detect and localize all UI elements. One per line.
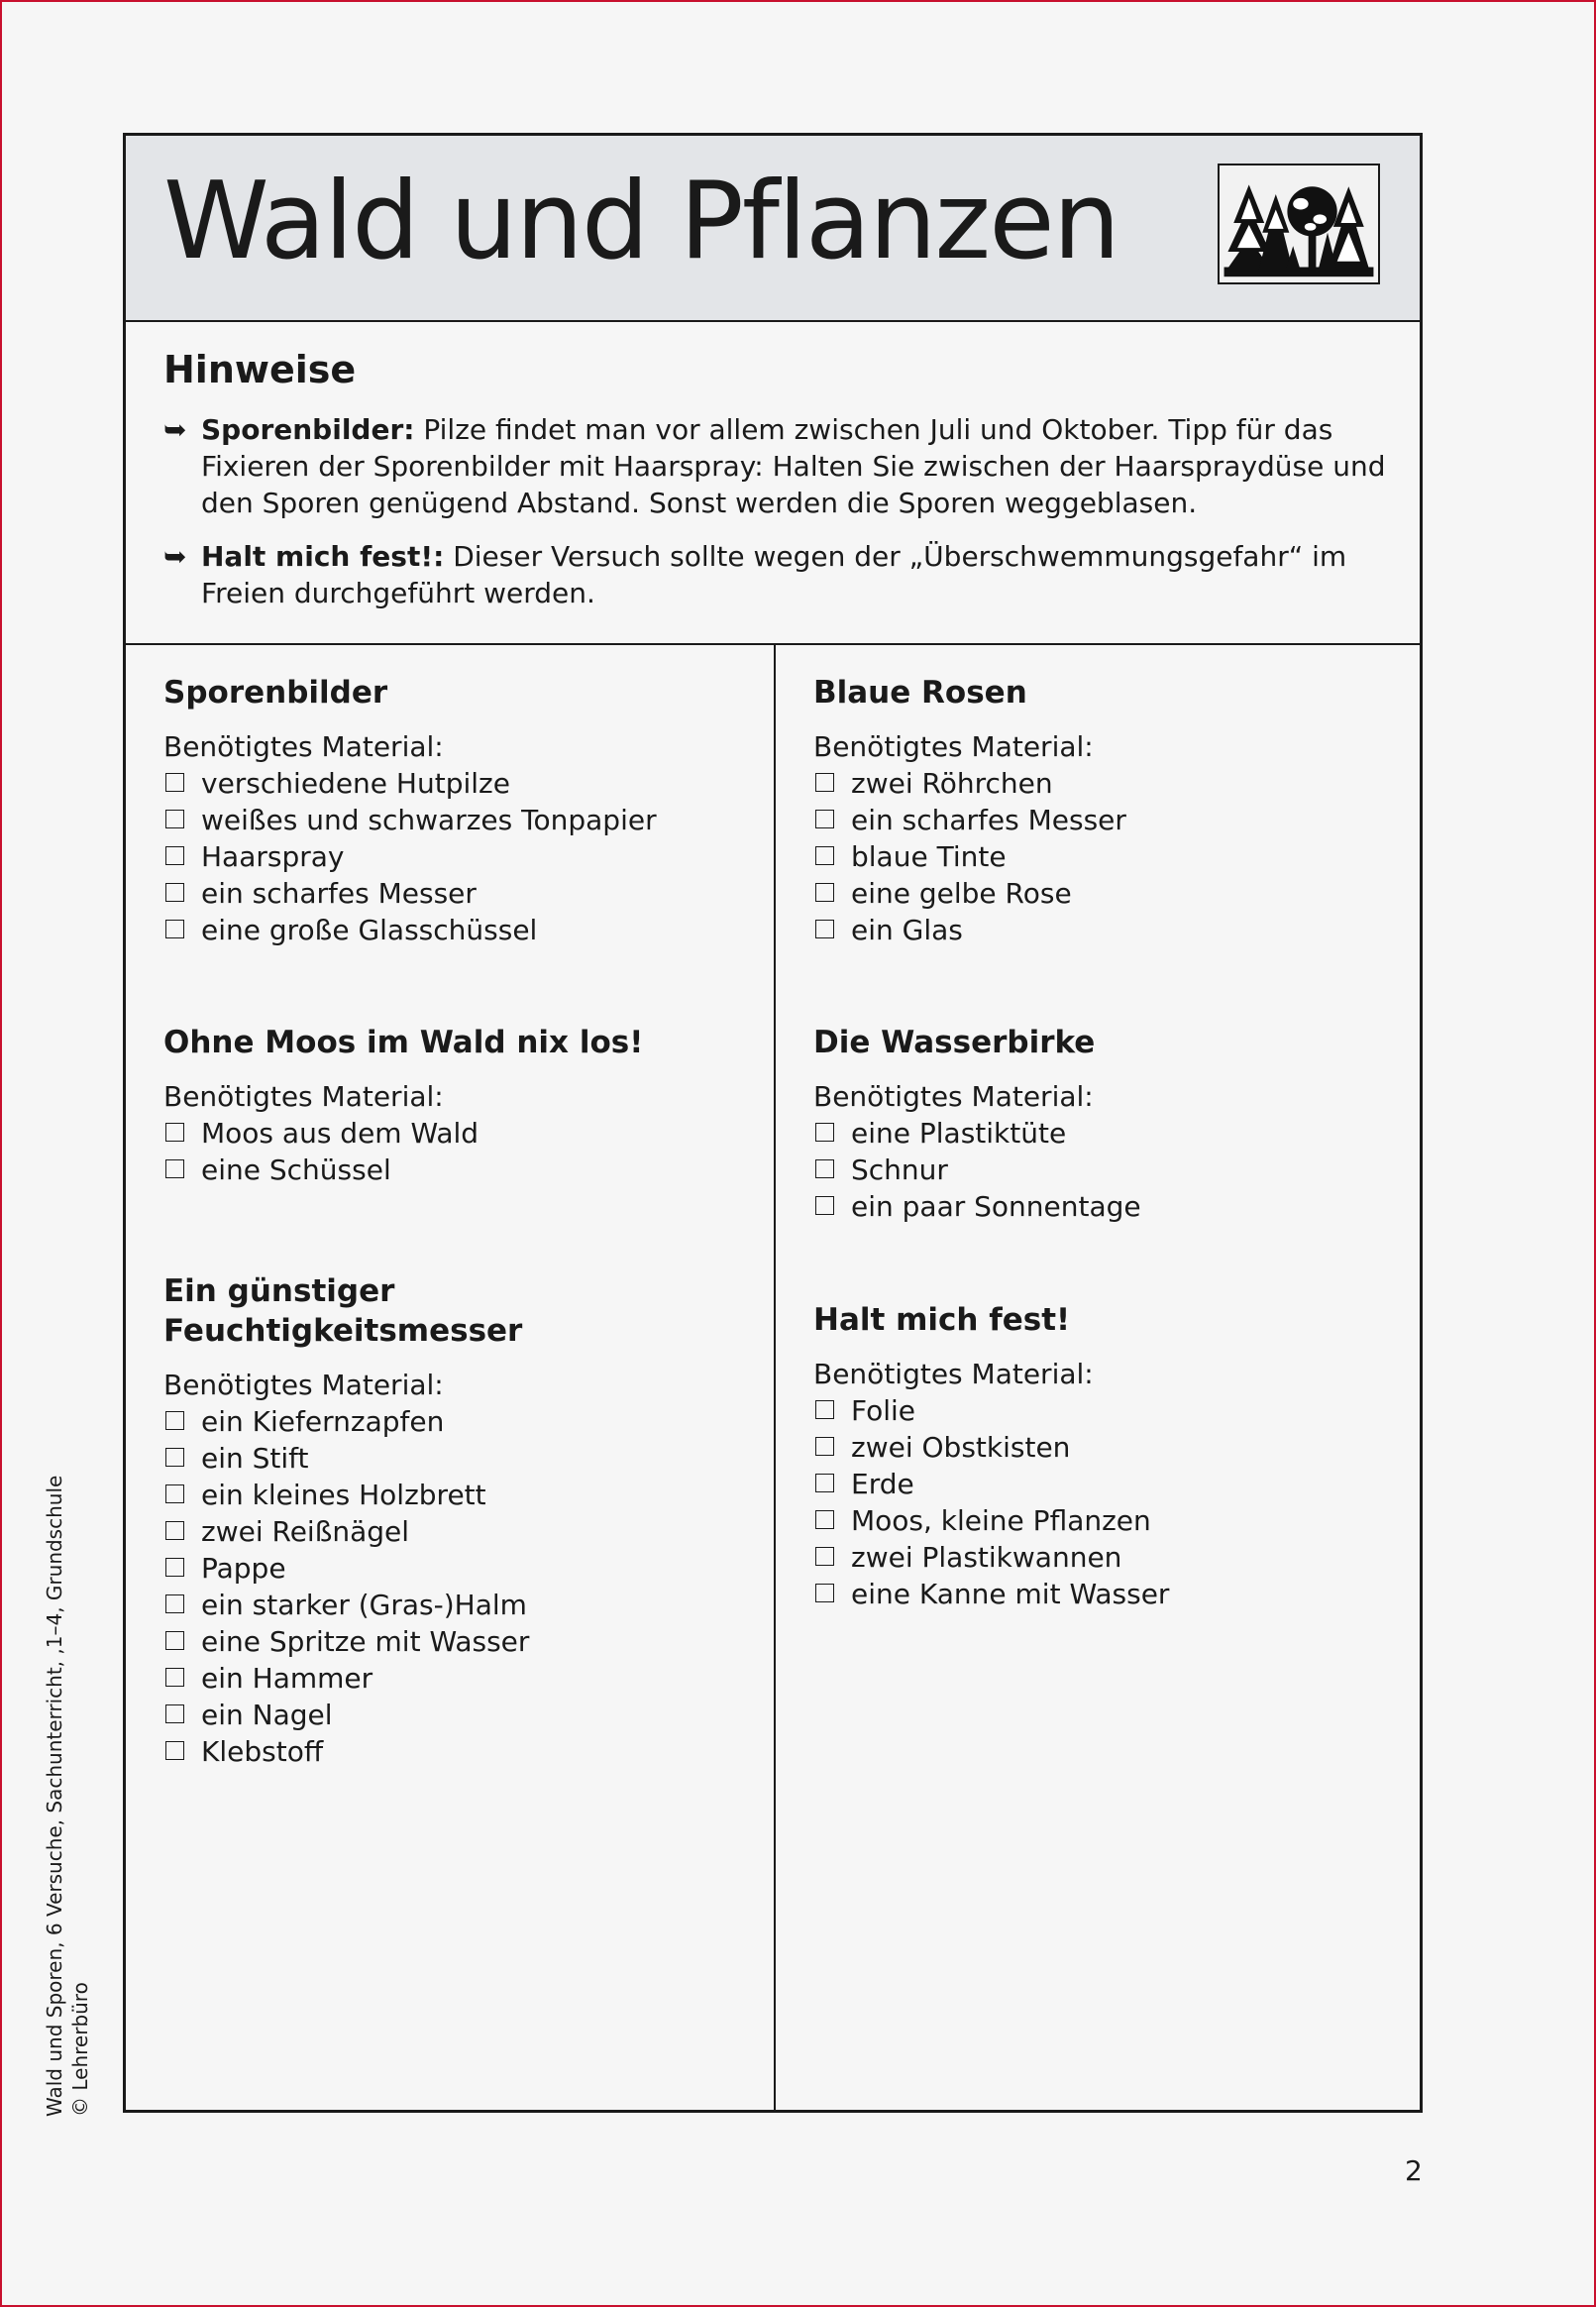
checkbox-icon[interactable]: [165, 1123, 184, 1142]
material-item[interactable]: [813, 1429, 1400, 1466]
material-item-label: eine Plastiktüte: [851, 1117, 1067, 1150]
material-item-label: ein Nagel: [201, 1699, 333, 1731]
hints-section: [126, 322, 1420, 645]
experiment-title: Halt mich fest!: [813, 1302, 1071, 1338]
material-item[interactable]: [163, 838, 754, 875]
material-item-label: zwei Röhrchen: [851, 767, 1053, 800]
material-item[interactable]: [813, 1502, 1400, 1539]
material-item[interactable]: [163, 1513, 754, 1550]
experiment-title: Ohne Moos im Wald nix los!: [163, 1025, 644, 1060]
hint-item: [163, 411, 1392, 521]
checkbox-icon[interactable]: [165, 883, 184, 902]
checkbox-icon[interactable]: [165, 1484, 184, 1503]
experiment-title: Sporenbilder: [163, 675, 388, 711]
material-item-label: Moos, kleine Pflanzen: [851, 1504, 1151, 1537]
material-item-label: zwei Plastikwannen: [851, 1541, 1122, 1574]
experiment-title: Ein günstiger Feuchtigkeitsmesser: [163, 1273, 523, 1349]
material-item-label: ein Hammer: [201, 1662, 373, 1695]
material-item[interactable]: [163, 802, 754, 838]
material-item[interactable]: [163, 1477, 754, 1513]
hint-text: Dieser Versuch sollte wegen der „Überschwemmungsgefahr“ im Freien durchgeführt werden.: [201, 540, 1347, 609]
checkbox-icon[interactable]: [815, 1510, 834, 1529]
experiment-moos: [163, 1023, 754, 1188]
hint-label: Sporenbilder:: [201, 413, 415, 446]
page-title: Wald und Pflanzen: [163, 160, 1119, 283]
checkbox-icon[interactable]: [815, 1400, 834, 1419]
checkbox-icon[interactable]: [815, 1196, 834, 1215]
checkbox-icon[interactable]: [815, 846, 834, 865]
checkbox-icon[interactable]: [165, 810, 184, 828]
checkbox-icon[interactable]: [165, 1631, 184, 1650]
material-label: Benötigtes Material:: [163, 1369, 444, 1401]
material-item[interactable]: [813, 1115, 1400, 1152]
material-item[interactable]: [813, 1466, 1400, 1502]
material-item[interactable]: [813, 838, 1400, 875]
material-item-label: blaue Tinte: [851, 840, 1007, 873]
material-item-label: eine Spritze mit Wasser: [201, 1625, 530, 1658]
checkbox-icon[interactable]: [165, 1668, 184, 1687]
left-column: [126, 645, 776, 2110]
material-item-label: ein paar Sonnentage: [851, 1190, 1141, 1223]
material-item-label: ein scharfes Messer: [201, 877, 477, 910]
material-label: Benötigtes Material:: [163, 1080, 444, 1113]
checkbox-icon[interactable]: [165, 1448, 184, 1467]
checkbox-icon[interactable]: [815, 810, 834, 828]
material-list: [813, 1115, 1400, 1225]
material-item[interactable]: [813, 912, 1400, 948]
checkbox-icon[interactable]: [815, 1123, 834, 1142]
material-item[interactable]: [163, 1152, 754, 1188]
forest-trees-icon: [1218, 164, 1380, 284]
checkbox-icon[interactable]: [815, 1437, 834, 1456]
arrow-icon: ➥: [163, 540, 187, 573]
worksheet: [123, 133, 1423, 2113]
material-item[interactable]: [813, 1576, 1400, 1612]
material-list: [163, 1403, 754, 1770]
material-item-label: ein Kiefernzapfen: [201, 1405, 445, 1438]
material-item[interactable]: [813, 875, 1400, 912]
material-item-label: Folie: [851, 1394, 916, 1427]
material-item[interactable]: [163, 1660, 754, 1697]
hint-item: [163, 538, 1392, 611]
experiment-title: Die Wasserbirke: [813, 1025, 1096, 1060]
checkbox-icon[interactable]: [165, 920, 184, 938]
material-item-label: ein starker (Gras-)Halm: [201, 1589, 527, 1621]
experiment-sporenbilder: [163, 673, 754, 948]
material-item[interactable]: [163, 912, 754, 948]
material-label: Benötigtes Material:: [813, 1358, 1094, 1390]
material-item-label: Moos aus dem Wald: [201, 1117, 479, 1150]
checkbox-icon[interactable]: [815, 883, 834, 902]
forest-illustration: [1220, 165, 1378, 282]
material-item-label: zwei Obstkisten: [851, 1431, 1071, 1464]
checkbox-icon[interactable]: [165, 1159, 184, 1178]
material-item[interactable]: [163, 1403, 754, 1440]
page-number: 2: [1405, 2154, 1423, 2187]
hint-text: Pilze findet man vor allem zwischen Juli und Oktober. Tipp für das Fixieren der Sporenbilder mit Haarspray: Halten Sie zwischen der Haarspraydüse und den Sporen genügend Abstand. Sonst werden die Sporen weggeblasen.: [201, 413, 1386, 519]
source-line: Wald und Sporen, 6 Versuche, Sachunterricht, ,1–4, Grundschule: [43, 1475, 66, 2117]
material-item[interactable]: [163, 1697, 754, 1733]
material-item[interactable]: [163, 1440, 754, 1477]
material-list: [163, 765, 754, 948]
material-item[interactable]: [163, 875, 754, 912]
experiment-feuchtigkeitsmesser: [163, 1271, 754, 1770]
hints-heading: Hinweise: [163, 348, 357, 391]
material-item[interactable]: [163, 1587, 754, 1623]
material-item[interactable]: [163, 1623, 754, 1660]
hint-label: Halt mich fest!:: [201, 540, 445, 573]
experiment-halt-mich-fest: [813, 1300, 1400, 1612]
material-item-label: Pappe: [201, 1552, 286, 1585]
material-item[interactable]: [813, 802, 1400, 838]
material-item-label: zwei Reißnägel: [201, 1515, 410, 1548]
material-item-label: weißes und schwarzes Tonpapier: [201, 804, 657, 836]
checkbox-icon[interactable]: [815, 920, 834, 938]
material-item-label: Haarspray: [201, 840, 345, 873]
material-list: [813, 765, 1400, 948]
material-item[interactable]: [813, 1539, 1400, 1576]
material-item[interactable]: [813, 1392, 1400, 1429]
material-item-label: ein kleines Holzbrett: [201, 1479, 486, 1511]
checkbox-icon[interactable]: [165, 1594, 184, 1613]
experiment-title: Blaue Rosen: [813, 675, 1027, 711]
arrow-icon: ➥: [163, 413, 187, 446]
material-item-label: eine große Glasschüssel: [201, 914, 538, 946]
checkbox-icon[interactable]: [165, 1741, 184, 1760]
checkbox-icon[interactable]: [815, 773, 834, 792]
checkbox-icon[interactable]: [815, 1159, 834, 1178]
material-item-label: eine Kanne mit Wasser: [851, 1578, 1170, 1610]
material-item[interactable]: [163, 765, 754, 802]
checkbox-icon[interactable]: [165, 1558, 184, 1577]
material-item[interactable]: [813, 765, 1400, 802]
material-label: Benötigtes Material:: [163, 730, 444, 763]
checkbox-icon[interactable]: [165, 1411, 184, 1430]
material-item-label: ein scharfes Messer: [851, 804, 1126, 836]
material-label: Benötigtes Material:: [813, 730, 1094, 763]
material-label: Benötigtes Material:: [813, 1080, 1094, 1113]
material-list: [163, 1115, 754, 1188]
copyright-note: [42, 1476, 93, 2117]
material-item[interactable]: [813, 1188, 1400, 1225]
material-item-label: Klebstoff: [201, 1735, 324, 1768]
material-item[interactable]: [813, 1152, 1400, 1188]
material-item-label: ein Glas: [851, 914, 963, 946]
material-list: [813, 1392, 1400, 1612]
material-item-label: eine Schüssel: [201, 1154, 391, 1186]
copyright-line: © Lehrerbüro: [68, 1982, 92, 2117]
checkbox-icon[interactable]: [165, 1704, 184, 1723]
right-column: [776, 645, 1420, 2110]
material-item[interactable]: [163, 1733, 754, 1770]
material-item-label: ein Stift: [201, 1442, 309, 1475]
material-item-label: verschiedene Hutpilze: [201, 767, 510, 800]
header: [126, 136, 1420, 322]
material-item-label: Erde: [851, 1468, 914, 1500]
checkbox-icon[interactable]: [165, 773, 184, 792]
experiment-wasserbirke: [813, 1023, 1400, 1225]
experiment-blaue-rosen: [813, 673, 1400, 948]
checkbox-icon[interactable]: [815, 1474, 834, 1492]
material-item[interactable]: [163, 1550, 754, 1587]
material-item-label: Schnur: [851, 1154, 948, 1186]
checkbox-icon[interactable]: [815, 1584, 834, 1602]
material-item[interactable]: [163, 1115, 754, 1152]
checkbox-icon[interactable]: [165, 1521, 184, 1540]
material-item-label: eine gelbe Rose: [851, 877, 1072, 910]
checkbox-icon[interactable]: [815, 1547, 834, 1566]
checkbox-icon[interactable]: [165, 846, 184, 865]
